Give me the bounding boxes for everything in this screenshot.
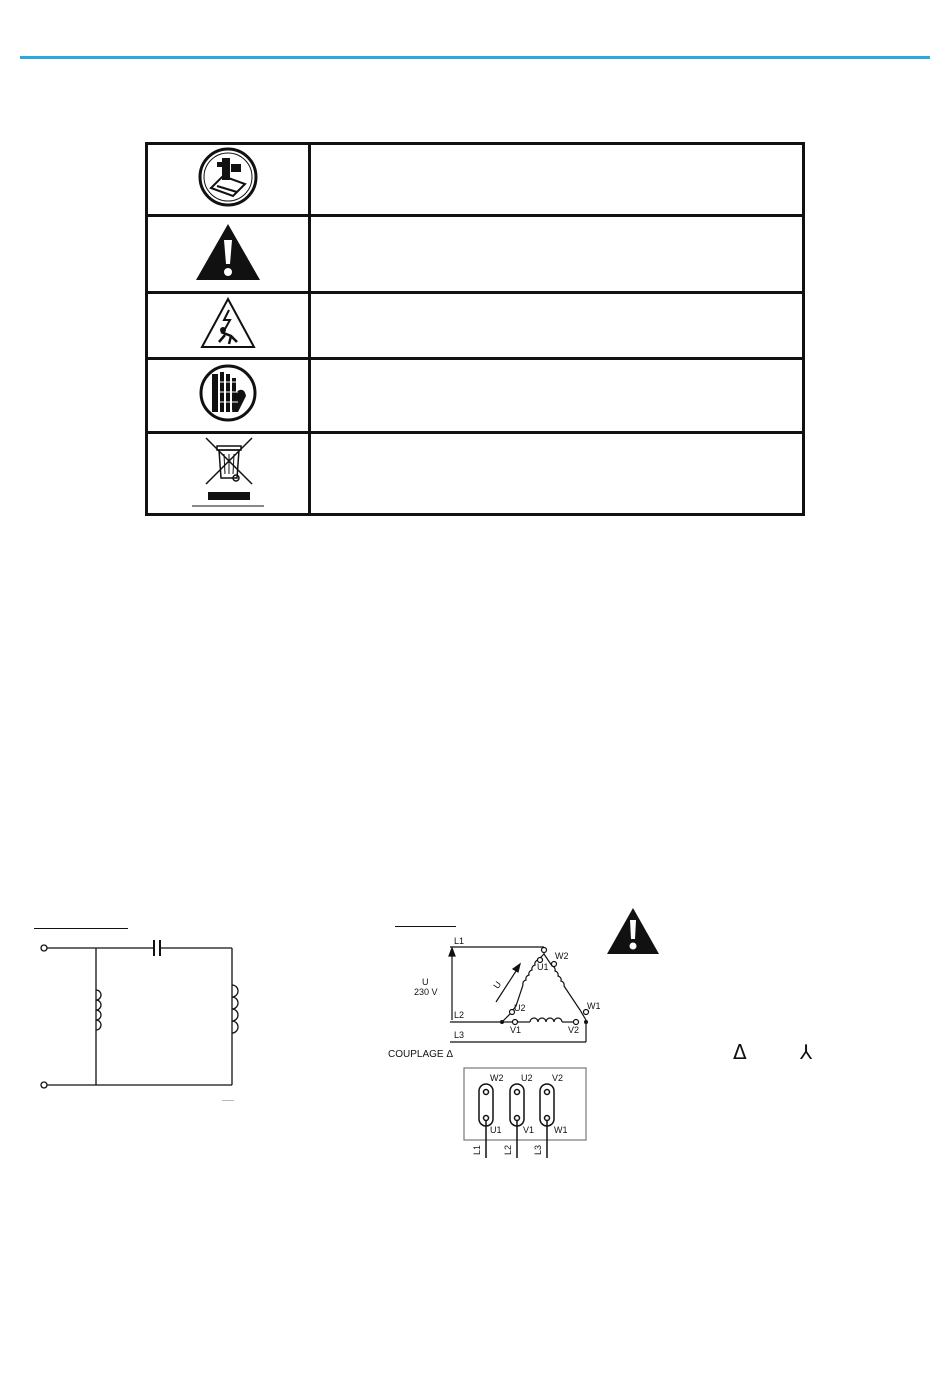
line-label: L2	[503, 1144, 514, 1156]
icon-cell	[147, 216, 310, 293]
top-accent-rule	[20, 56, 930, 59]
table-row	[147, 293, 804, 359]
terminal-label: U2	[514, 1003, 526, 1013]
coupling-caption: COUPLAGE Δ	[388, 1049, 454, 1060]
line-label: L1	[454, 936, 465, 946]
star-connection-symbol: ⅄	[800, 1040, 813, 1064]
crossed-out-bin-icon	[190, 434, 266, 508]
terminal-label: W1	[587, 1001, 601, 1011]
symbol-description	[310, 359, 804, 433]
terminal-label: V2	[552, 1073, 564, 1083]
voltage-arrow-label: U	[491, 979, 504, 991]
table-row	[147, 359, 804, 433]
terminal-label: V2	[568, 1025, 580, 1035]
terminal-label: U2	[521, 1073, 533, 1083]
terminal-label: W2	[555, 951, 569, 961]
wear-gloves-icon	[198, 362, 258, 424]
terminal-label: W1	[554, 1125, 568, 1135]
icon-cell	[147, 359, 310, 433]
safety-symbols-table	[145, 142, 805, 516]
terminal-label: W2	[490, 1073, 504, 1083]
icon-cell	[147, 433, 310, 515]
table-row	[147, 216, 804, 293]
electric-shock-icon	[199, 296, 257, 350]
symbol-description	[310, 144, 804, 216]
icon-cell	[147, 293, 310, 359]
single-phase-wiring-diagram	[30, 935, 250, 1105]
table-row	[147, 144, 804, 216]
voltage-value: 230 V	[414, 987, 438, 997]
terminal-label: U1	[490, 1125, 502, 1135]
symbol-description	[310, 293, 804, 359]
symbol-description	[310, 433, 804, 515]
delta-connection-diagram	[440, 940, 610, 1050]
table-row	[147, 433, 804, 515]
delta-connection-symbol: Δ	[733, 1040, 747, 1064]
warning-triangle-icon	[194, 222, 262, 282]
terminal-label: V1	[510, 1025, 522, 1035]
line-label: L3	[454, 1030, 465, 1040]
terminal-label: U1	[537, 962, 549, 972]
symbol-description	[310, 216, 804, 293]
read-manual-icon	[197, 146, 259, 208]
line-label: L1	[472, 1144, 483, 1156]
warning-triangle-icon	[605, 906, 661, 956]
icon-cell	[147, 144, 310, 216]
line-label: L3	[533, 1144, 544, 1156]
faint-mark	[222, 1100, 234, 1101]
diagram-title-rule	[34, 928, 128, 929]
diagram-title-rule	[395, 926, 456, 927]
terminal-label: V1	[523, 1125, 535, 1135]
voltage-symbol: U	[422, 977, 429, 987]
line-label: L2	[454, 1010, 465, 1020]
